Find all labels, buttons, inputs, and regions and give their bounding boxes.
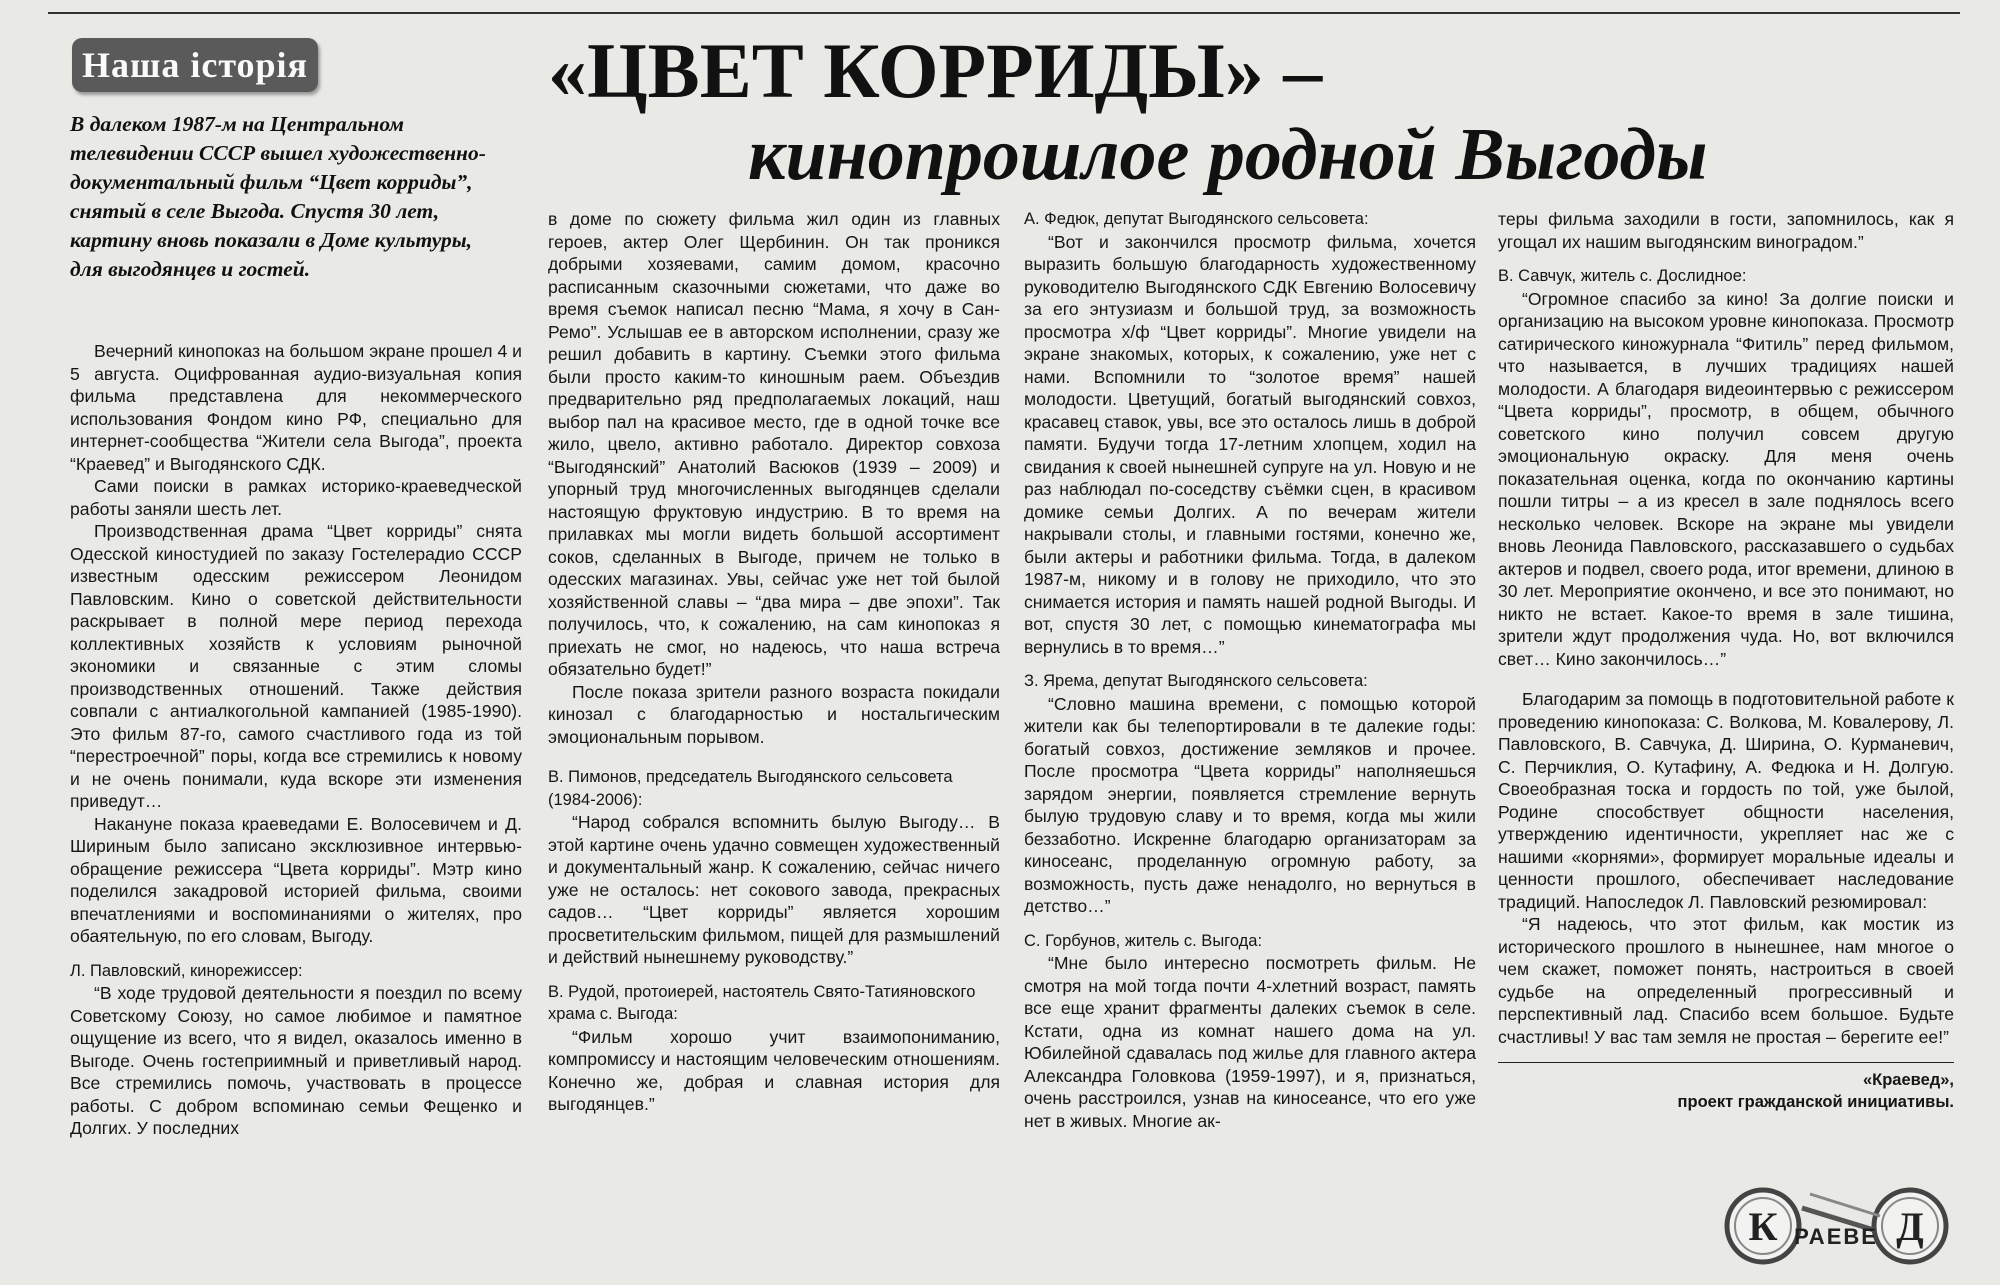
quote-text: “Фильм хорошо учит взаимопониманию, компромиссу и настоящим человеческим отношениям. Конечно же, добрая и славная история для выгодянцев.” <box>548 1026 1000 1114</box>
quote-text: “В ходе трудовой деятельности я поездил по всему Советскому Союзу, но самое любимое и памятное ощущение из всего, что я видел, оказалось именно в Выгоде. Очень гостеприимный и приветливый народ. Все стремились помочь, участвовать в процессе работы. С добром вспоминаю семьи Фещенко и Долгих. У последних <box>70 983 522 1138</box>
quote-author: А. Федюк, депутат Выгодянского сельсовета: <box>1024 210 1369 228</box>
paragraph: в доме по сюжету фильма жил один из главных героев, актер Олег Щербинин. Он так проникся добрыми хозяевами, самим домом, красочно расписанным сказочными сюжетами, что даже во время съемок написал песню “Мама, я хочу в Сан-Ремо”. Услышав ее в авторском исполнении, сразу же решил добавить в картину. Съемки этого фильма были просто каким-то киношным раем. Объездив предварительно ряд предполагаемых локаций, наш выбор пал на красивое место, где в одной точке все жило, цвело, активно работало. Директор совхоза “Выгодянский” Анатолий Васюков (1939 – 2009) и упорный труд многочисленных выгодянцев сделали настоящую фруктовую индустрию. В то время на прилавках мы могли видеть большой ассортимент соков, сделанных в Выгоде, причем не только в одесских магазинах. Увы, сейчас уже нет той былой хозяйственной славы – “два мира – две эпохи”. Так получилось, что, к сожалению, на сам кинопоказ я приехать не смог, но надеюсь, что наша встреча обязательно будет!” <box>548 209 1000 679</box>
quote-text: “Огромное спасибо за кино! За долгие поиски и организацию на высоком уровне кинопоказа. Просмотр сатирического киножурнала “Фитиль” перед фильмом, что называется, в лучших традициях нашей молодости. А благодаря видеоинтервью с режиссером “Цвета корриды”, просмотр, в общем, обычного советского кино получил совсем другую эмоциональную окраску. Для меня очень показательная оценка, когда по окончанию картины пошли титры – а из кресел в зале поднялось всего несколько человек. Вскоре на экране мы увидели вновь Леонида Павловского, рассказавшего о судьбах актеров и подвел, своего рода, итог времени, длиною в 30 лет. Мероприятие окончено, и все это понимают, но никто не встает. Какое-то время в зале тишина, зрители ждут продолжения чуда. Но, вот включился свет… Кино закончилось…” <box>1498 288 1954 669</box>
quote-author: З. Ярема, депутат Выгодянского сельсовета: <box>1024 672 1368 690</box>
credit-name: «Краевед», <box>1862 1071 1954 1089</box>
kraeved-logo <box>1720 1182 1952 1268</box>
quote-text: “Я надеюсь, что этот фильм, как мостик из исторического прошлого в нынешнее, нам многое о чем скажет, поможет понять, настроиться в своей судьбе на определенный прогрессивный и перспективный лад. Спасибо всем большое. Будьте счастливы! У вас там земля не простая – берегите ее!” <box>1498 914 1954 1047</box>
logo-middle-text: РАЕВЕ <box>1794 1224 1878 1249</box>
paragraph: Производственная драма “Цвет корриды” снята Одесской киностудией по заказу Гостелерадио СССР известным одесским режиссером Леонидом Павловским. Кино о советской действительности раскрывает в полной мере период перехода коллективных хозяйств к условиям рыночной экономики и связанные с этим сломы производственных отношений. Также действия совпали с антиалкогольной кампанией (1985-1990). Это фильм 87-го, самого счастливого года из той “перестроечной” поры, когда все стремились к новому и не очень понимали, куда вскоре эти изменения приведут… <box>70 521 522 811</box>
paragraph: Благодарим за помощь в подготовительной работе к проведению кинопоказа: С. Волкова, М. Ковалерову, Л. Павловского, В. Савчука, Д. Ширина, О. Курманевич, С. Перчиклия, О. Кутафину, А. Федюка и Н. Долгую. Своеобразная тоска и гордость по той, уже былой, Родине способствует общности населения, утверждению идентичности, укрепляет нас же с нашими «корнями», формирует моральные идеалы и ценности прошлого, обеспечивает наследование традиций. Напоследок Л. Павловский резюмировал: <box>1498 689 1954 912</box>
kraeved-logo-graphic <box>1720 1182 1952 1268</box>
article-column-1 <box>70 340 522 1140</box>
headline-line-1: «ЦВЕТ КОРРИДЫ» – <box>548 27 1323 114</box>
credit-description: проект гражданской инициативы. <box>1677 1093 1954 1111</box>
quote-author: В. Савчук, житель с. Дослидное: <box>1498 267 1747 285</box>
quote-author: Л. Павловский, кинорежиссер: <box>70 961 303 980</box>
quote-author: В. Пимонов, председатель Выгодянского сельсовета (1984-2006): <box>548 768 953 809</box>
logo-letter-right: Д <box>1896 1204 1924 1249</box>
quote-text: “Народ собрался вспомнить былую Выгоду… В этой картине очень удачно совмещен художественный и документальный жанр. К сожалению, сейчас ничего уже не осталось: нет сокового завода, прекрасных садов… “Цвет корриды” является хорошим просветительским фильмом, пищей для размышлений и действий нынешнему руководству.” <box>548 812 1000 967</box>
quote-text: теры фильма заходили в гости, запомнилось, как я угощал их нашим выгодянским виноградом.” <box>1498 209 1954 252</box>
quote-text: “Вот и закончился просмотр фильма, хочется выразить большую благодарность художественному руководителю Выгодянского СДК Евгению Волосевичу за его энтузиазм и большой труд, за возможность просмотра х/ф “Цвет корриды”. Многие увидели на экране знакомых, которых, к сожалению, уже нет с нами. Вспомнили то “золотое время” нашей молодости. Цветущий, богатый выгодянский совхоз, красавец ставок, увы, все это осталось лишь в доброй памяти. Будучи тогда 17-летним хлопцем, ходил на свидания к своей нынешней супруге на ул. Новую и не раз наблюдал по-соседству съёмки сцен, в красивом домике семьи Долгих. А по вечерам жители накрывали столы, и главными гостями, конечно же, были актеры и работники фильма. Тогда, в далеком 1987-м, никому и в голову не приходило, что это снимается история и память нашей родной Выгоды. И вот, спустя 30 лет, с помощью кинематографа мы вернулись в то время…” <box>1024 231 1476 657</box>
top-rule <box>48 12 1960 14</box>
quote-text: “Мне было интересно посмотреть фильм. Не смотря на мой тогда почти 4-хлетний возраст, память все еще хранит фрагменты далеких съемок в селе. Кстати, одна из комнат нашего дома на ул. Юбилейной сдавалась под жилье для главного актера Александра Головкова (1959-1997), и я, признаться, очень расстроился, узнав на киносеансе, что его уже нет в живых. Многие ак- <box>1024 953 1476 1131</box>
rubric-badge <box>72 38 318 92</box>
article-column-3 <box>1024 208 1476 1132</box>
article-lead: В далеком 1987-м на Центральном телевидении СССР вышел художественно-документальный фильм “Цвет корриды”, снятый в селе Выгода. Спустя 30 лет, картину вновь показали в Доме культуры, для выгодянцев и гостей. <box>70 112 486 281</box>
paragraph: Вечерний кинопоказ на большом экране прошел 4 и 5 августа. Оцифрованная аудио-визуальная копия фильма представлена для некоммерческого использования Фондом кино РФ, специально для интернет-сообщества “Жители села Выгода”, проекта “Краевед” и Выгодянского СДК. <box>70 341 522 474</box>
paragraph: Накануне показа краеведами Е. Волосевичем и Д. Шириным было записано эксклюзивное интервью-обращение режиссера “Цвета корриды”. Мэтр кино поделился закадровой историей фильма, своими впечатлениями и воспоминаниями о жителях, про обаятельную, по его словам, Выгоду. <box>70 813 522 946</box>
credit-rule <box>1498 1062 1954 1063</box>
article-column-2 <box>548 208 1000 1116</box>
headline-line-2: кинопрошлое родной Выгоды <box>748 114 1708 196</box>
paragraph: После показа зрители разного возраста покидали кинозал с благодарностью и ностальгическим эмоциональным порывом. <box>548 681 1000 747</box>
quote-text: “Словно машина времени, с помощью которой жители как бы телепортировали в те далекие годы: богатый совхоз, достижение земляков и прочее. После просмотра “Цвета корриды” наполняешься зарядом энергии, появляется стремление вернуть былую трудовую славу и то время, когда мы жили беззаботно. Искренне благодарю организаторам за киносеанс, проделанную огромную работу, за возможность, пусть даже ненадолго, но вернуться в детство…” <box>1024 693 1476 916</box>
article-column-4 <box>1498 208 1954 1113</box>
quote-author: В. Рудой, протоиерей, настоятель Свято-Татияновского храма с. Выгода: <box>548 982 976 1023</box>
logo-letter-left: К <box>1748 1204 1778 1249</box>
paragraph: Сами поиски в рамках историко-краеведческой работы заняли шесть лет. <box>70 476 522 519</box>
rubric-label: Наша історія <box>81 45 309 85</box>
quote-author: С. Горбунов, житель с. Выгода: <box>1024 931 1263 950</box>
